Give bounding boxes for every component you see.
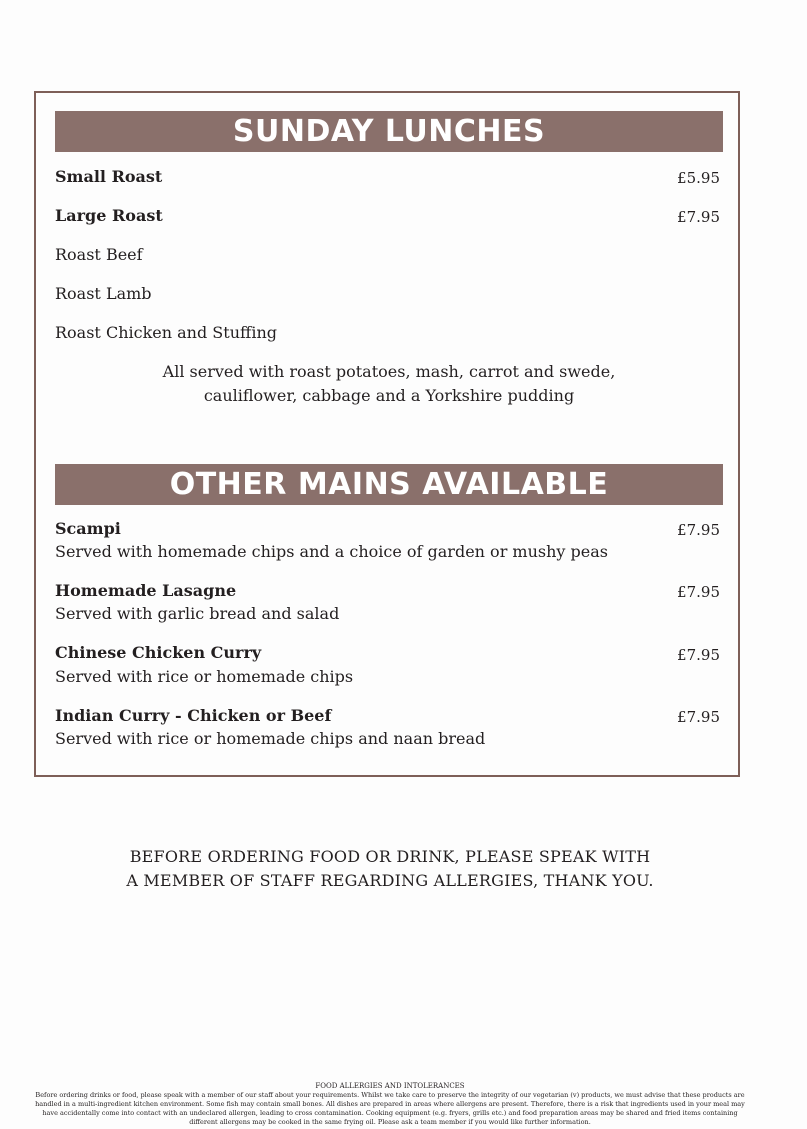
menu-item-price: £7.95	[677, 521, 720, 539]
footer-text: Before ordering drinks or food, please speak with a member of our staff about your requirements. Whilst we take care to preserve the integrity of our vegetarian (v) products, we must advise that these products are handled in a multi-ingredient kitchen environment. Some fish may contain small bones. All dishes are prepared in areas where allergens are present. Therefore, there is a risk that ingredients used in your meal may have accidentally come into contact with an undeclared allergen, leading to cross contamination. Cooking equipment (e.g. fryers, grills etc.) and food preparation areas may be shared and fried items containing different allergens may be cooked in the same frying oil. Please ask a team member if you would like further information.	[35, 1091, 745, 1126]
menu-item-description: Served with rice or homemade chips	[55, 667, 354, 686]
menu-item-name: Homemade Lasagne	[55, 581, 237, 600]
menu-item-name: Chinese Chicken Curry	[55, 643, 262, 662]
menu-item-price: £7.95	[677, 646, 720, 664]
sunday-note-line-2: cauliflower, cabbage and a Yorkshire pudding	[203, 386, 575, 405]
allergy-notice-line-1: BEFORE ORDERING FOOD OR DRINK, PLEASE SPEAK WITH	[129, 847, 651, 866]
menu-item-price: £7.95	[677, 583, 720, 601]
menu-item-description: Served with rice or homemade chips and naan bread	[55, 729, 486, 748]
menu-item-price: £7.95	[677, 208, 720, 226]
menu-item-price: £5.95	[677, 169, 720, 187]
menu-item-name: Indian Curry - Chicken or Beef	[55, 706, 332, 725]
sunday-lunches-heading: SUNDAY LUNCHES	[55, 111, 723, 152]
menu-item-description: Served with homemade chips and a choice of garden or mushy peas	[55, 542, 608, 561]
menu-item-name: Small Roast	[55, 167, 163, 186]
menu-item-name: Roast Lamb	[55, 284, 152, 303]
menu-item-name: Large Roast	[55, 206, 163, 225]
menu-item-description: Served with garlic bread and salad	[55, 604, 340, 623]
footer-title: FOOD ALLERGIES AND INTOLERANCES	[315, 1082, 465, 1090]
menu-item-name: Roast Beef	[55, 245, 143, 264]
menu-item-price: £7.95	[677, 708, 720, 726]
allergy-notice-line-2: A MEMBER OF STAFF REGARDING ALLERGIES, THANK YOU.	[126, 871, 654, 890]
menu-item-name: Scampi	[55, 519, 121, 538]
sunday-note-line-1: All served with roast potatoes, mash, carrot and swede,	[162, 362, 616, 381]
menu-item-name: Roast Chicken and Stuffing	[55, 323, 278, 342]
other-mains-heading: OTHER MAINS AVAILABLE	[55, 464, 723, 505]
